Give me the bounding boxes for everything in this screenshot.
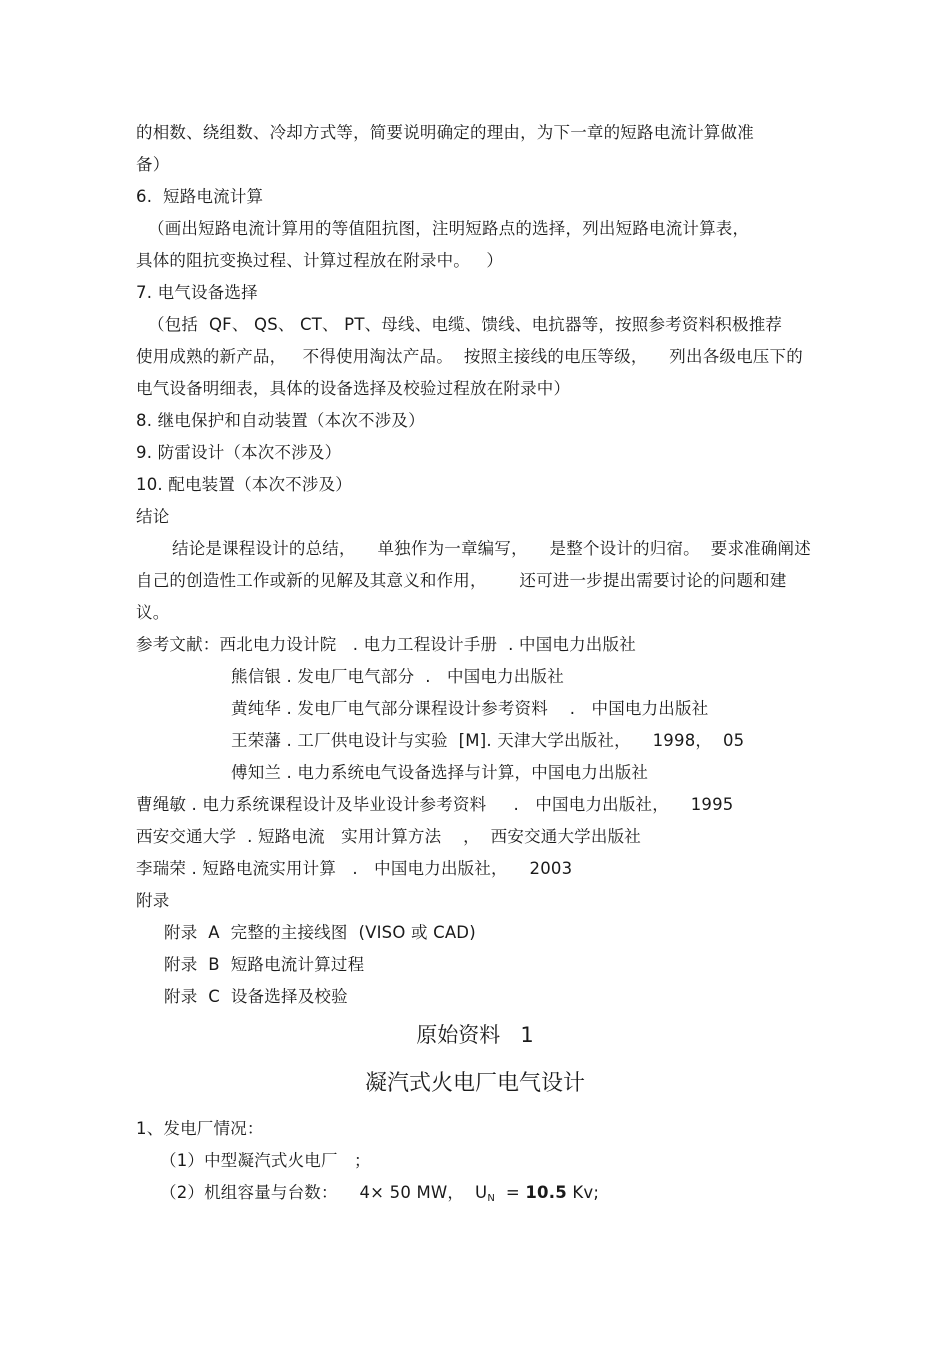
section-heading: 附录 (136, 891, 170, 910)
reference-line: 李瑞荣 . 短路电流实用计算 . 中国电力出版社， 2003 (136, 859, 573, 878)
reference-line: 傅知兰 . 电力系统电气设备选择与计算，中国电力出版社 (231, 763, 649, 782)
reference-line: 黄纯华 . 发电厂电气部分课程设计参考资料 . 中国电力出版社 (231, 699, 709, 718)
text-line: （画出短路电流计算用的等值阻抗图，注明短路点的选择，列出短路电流计算表， (148, 219, 750, 238)
subscript: N (487, 1193, 495, 1204)
text-line: 10. 配电装置（本次不涉及） (136, 475, 352, 494)
section-heading: 结论 (136, 507, 170, 526)
text-line: 9. 防雷设计（本次不涉及） (136, 443, 342, 462)
text-line: 的相数、绕组数、冷却方式等，简要说明确定的理由，为下一章的短路电流计算做准 (136, 123, 754, 142)
text-line: 具体的阻抗变换过程、计算过程放在附录中。 ） (136, 251, 504, 270)
voltage-value: 10.5 (525, 1183, 567, 1202)
text-line: 自己的创造性工作或新的见解及其意义和作用， 还可进一步提出需要讨论的问题和建 (136, 571, 787, 590)
text-line: 6. 短路电流计算 (136, 187, 264, 206)
text-line: 结论是课程设计的总结， 单独作为一章编写， 是整个设计的归宿。 要求准确阐述 (172, 539, 811, 558)
reference-line: 参考文献：西北电力设计院 . 电力工程设计手册 . 中国电力出版社 (136, 635, 636, 654)
appendix-item: 附录 C 设备选择及校验 (164, 987, 348, 1006)
item-prefix: （2）机组容量与台数： 4× 50 MW， U (160, 1183, 488, 1202)
list-item (160, 1182, 599, 1210)
text-line: 8. 继电保护和自动装置（本次不涉及） (136, 411, 425, 430)
reference-line: 王荣藩 . 工厂供电设计与实验 [M]. 天津大学出版社， 1998， 05 (231, 731, 745, 750)
section-heading: 1、发电厂情况： (136, 1119, 264, 1138)
text-line: 7. 电气设备选择 (136, 283, 258, 302)
reference-line: 熊信银 . 发电厂电气部分 . 中国电力出版社 (231, 667, 564, 686)
appendix-item: 附录 A 完整的主接线图 (VISO 或 CAD) (164, 923, 476, 942)
text-line: 电气设备明细表，具体的设备选择及校验过程放在附录中） (136, 379, 571, 398)
text-line: 议。 (136, 603, 170, 622)
text-line: 备） (136, 155, 170, 174)
page-title: 原始资料 1 (416, 1023, 534, 1047)
reference-line: 曹绳敏 . 电力系统课程设计及毕业设计参考资料 . 中国电力出版社， 1995 (136, 795, 734, 814)
voltage-unit: Kv; (566, 1183, 600, 1202)
list-item: （1）中型凝汽式火电厂 ； (160, 1151, 371, 1170)
appendix-item: 附录 B 短路电流计算过程 (164, 955, 365, 974)
text-line: 使用成熟的新产品， 不得使用淘汰产品。 按照主接线的电压等级， 列出各级电压下的 (136, 347, 803, 366)
text-line: （包括 QF、 QS、 CT、 PT、母线、电缆、馈线、电抗器等，按照参考资料积极推荐 (148, 315, 783, 334)
equals-sign: = (495, 1183, 526, 1202)
reference-line: 西安交通大学 . 短路电流 实用计算方法 ， 西安交通大学出版社 (136, 827, 641, 846)
page-subtitle: 凝汽式火电厂电气设计 (364, 1071, 585, 1096)
